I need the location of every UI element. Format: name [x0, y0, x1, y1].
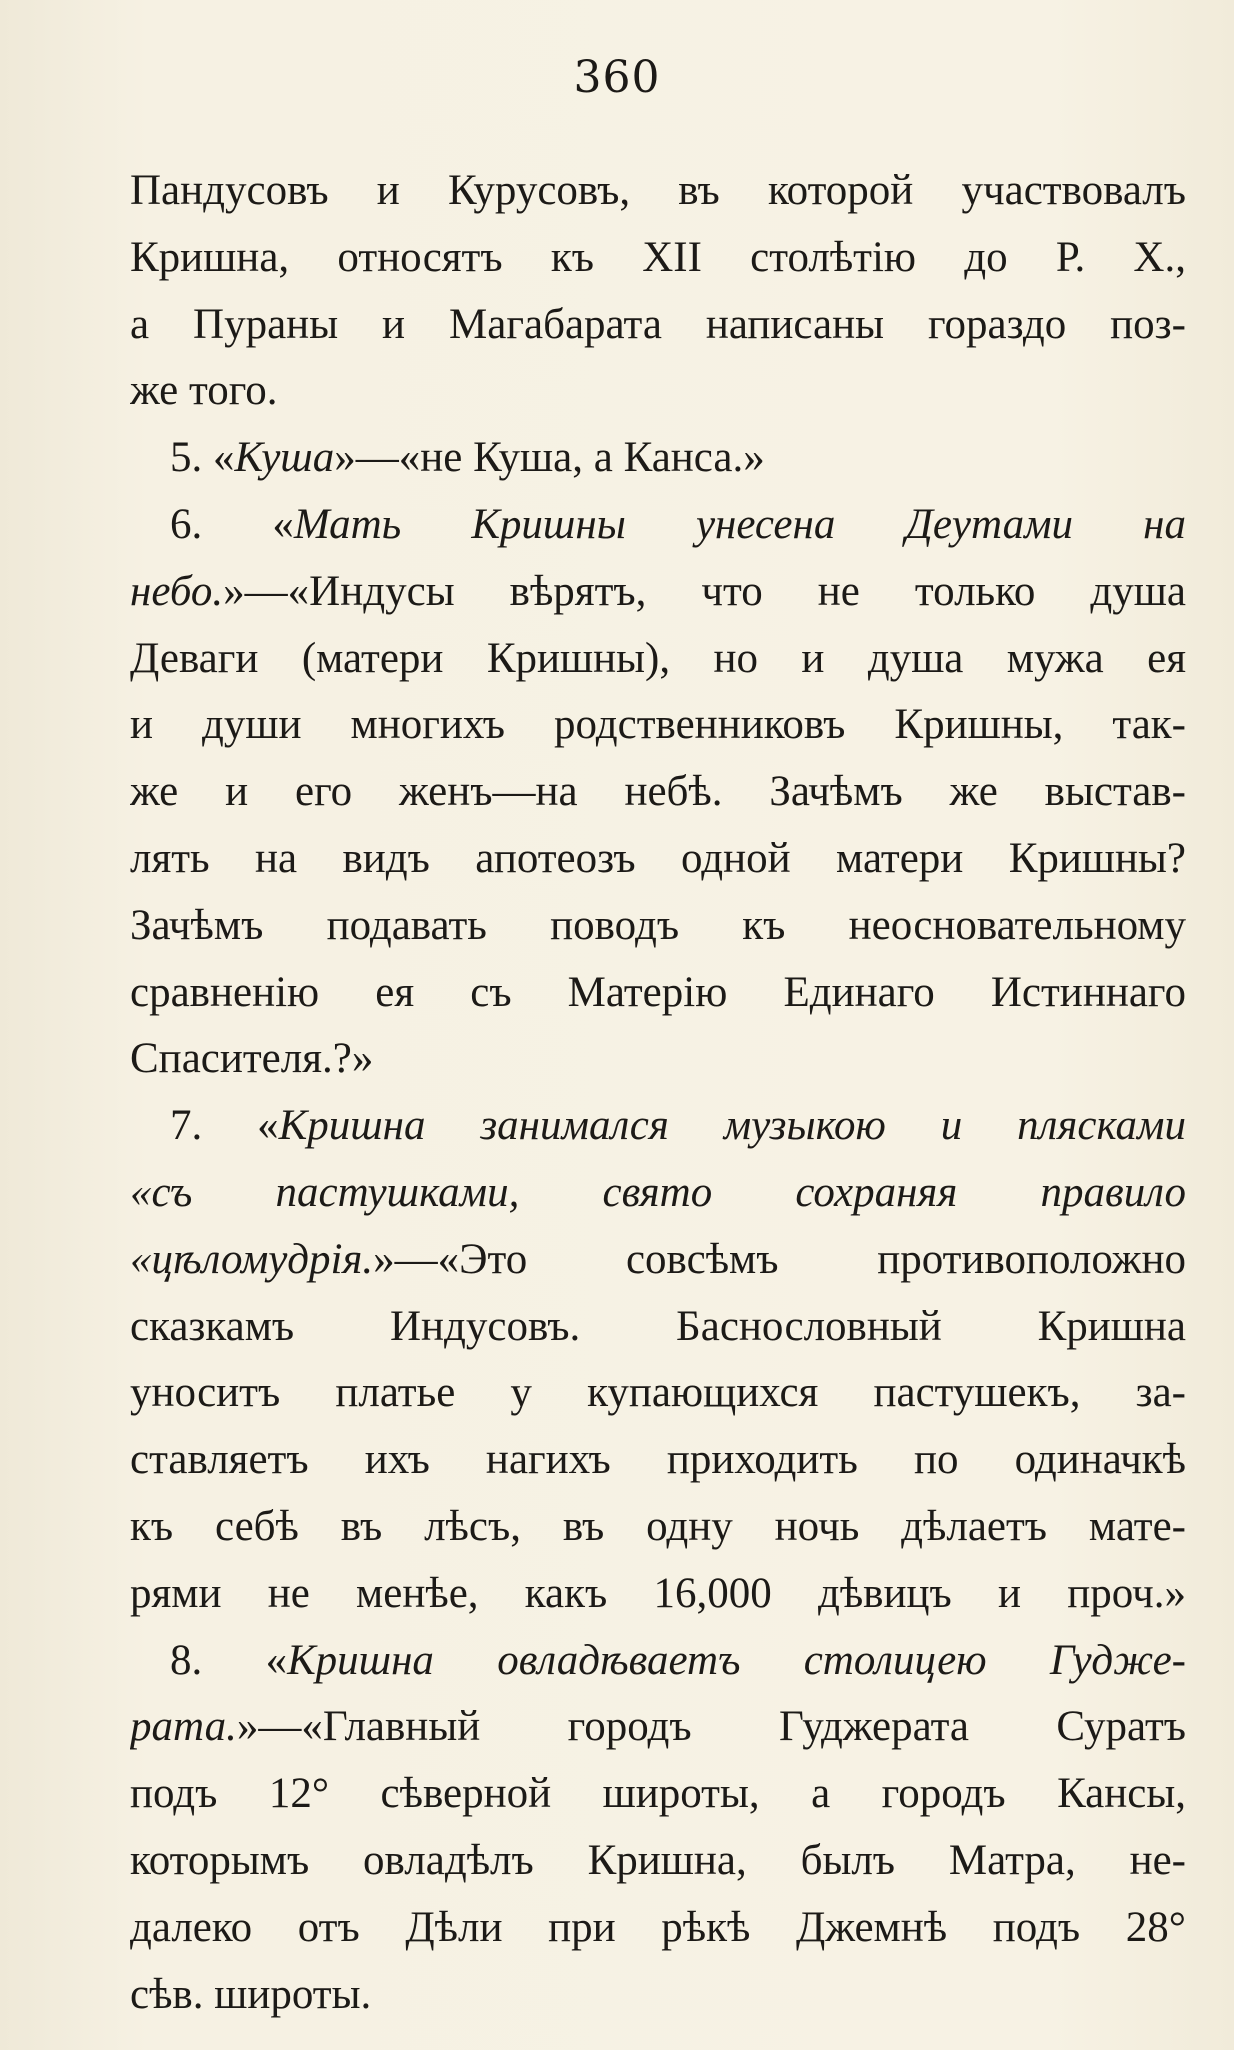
text-segment: ставляетъ ихъ нагихъ приходить по одиначкѣ: [130, 1436, 1186, 1484]
text-segment: Деваги (матери Кришны), но и душа мужа ея: [130, 634, 1186, 682]
text-line: [130, 893, 1186, 960]
text-line: [130, 225, 1186, 292]
text-line: [130, 292, 1186, 359]
text-segment: »—«не Куша, а Канса.»: [334, 434, 765, 482]
text-segment: рями не менѣе, какъ 16,000 дѣвицъ и проч.»: [130, 1569, 1186, 1617]
text-segment: Спасителя.?»: [130, 1035, 374, 1083]
text-line: [130, 1294, 1186, 1361]
page-number: 360: [573, 52, 661, 103]
text-line: [130, 1227, 1186, 1294]
text-line: [130, 358, 1186, 425]
body-text: [130, 158, 1186, 2028]
text-line: [130, 1828, 1186, 1895]
text-line: [130, 626, 1186, 693]
text-segment: сравненію ея съ Матерію Единаго Истиннаго: [130, 968, 1186, 1016]
italic-segment: Кришна занимался музыкою и плясками: [278, 1102, 1186, 1150]
text-line: [130, 1026, 1186, 1093]
text-segment: »—«Главный городъ Гуджерата Суратъ: [236, 1703, 1186, 1751]
italic-segment: «цѣломудрія.: [130, 1235, 374, 1283]
text-segment: а Пураны и Магабарата написаны гораздо поз-: [130, 300, 1186, 348]
text-line: [130, 1628, 1186, 1695]
italic-segment: Мать Кришны унесена Деутами на: [293, 500, 1186, 548]
text-line: [130, 960, 1186, 1027]
text-segment: Зачѣмъ подавать поводъ къ неосновательному: [130, 901, 1186, 949]
text-segment: къ себѣ въ лѣсъ, въ одну ночь дѣлаетъ мате-: [130, 1502, 1186, 1550]
text-segment: далеко отъ Дѣли при рѣкѣ Джемнѣ подъ 28°: [130, 1903, 1186, 1951]
text-segment: 5. «: [170, 434, 235, 482]
text-segment: которымъ овладѣлъ Кришна, былъ Матра, не-: [130, 1836, 1186, 1884]
text-line: [130, 1160, 1186, 1227]
text-segment: же и его женъ—на небѣ. Зачѣмъ же выстав-: [130, 768, 1186, 816]
italic-segment: небо.: [130, 567, 224, 615]
text-segment: и души многихъ родственниковъ Кришны, так-: [130, 701, 1186, 749]
italic-segment: рата.: [130, 1703, 237, 1751]
text-line: [130, 425, 1186, 492]
text-segment: подъ 12° сѣверной широты, а городъ Кансы,: [130, 1770, 1186, 1818]
text-segment: »—«Индусы вѣрятъ, что не только душа: [223, 567, 1186, 615]
text-line: [130, 1093, 1186, 1160]
text-line: [130, 1561, 1186, 1628]
text-segment: Пандусовъ и Курусовъ, въ которой участвовалъ: [130, 167, 1186, 214]
text-segment: Кришна, относятъ къ XII столѣтію до Р. Х.,: [130, 233, 1186, 281]
text-segment: лять на видъ апотеозъ одной матери Кришны?: [130, 834, 1186, 882]
text-line: [130, 759, 1186, 826]
text-segment: сѣв. широты.: [130, 1970, 372, 2018]
text-line: [130, 692, 1186, 759]
text-line: [130, 1360, 1186, 1427]
text-line: [130, 158, 1186, 225]
text-line: [130, 1962, 1186, 2029]
italic-segment: Куша: [234, 434, 335, 482]
text-line: [130, 492, 1186, 559]
text-segment: 7. «: [170, 1102, 279, 1150]
italic-segment: «съ пастушками, свято сохраняя правило: [130, 1168, 1186, 1216]
italic-segment: Кришна овладѣваетъ столицею Гудже-: [287, 1636, 1186, 1684]
text-line: [130, 826, 1186, 893]
text-segment: 6. «: [170, 500, 294, 548]
text-segment: »—«Это совсѣмъ противоположно: [373, 1235, 1186, 1283]
text-line: [130, 1494, 1186, 1561]
text-segment: 8. «: [170, 1636, 288, 1684]
text-segment: же того.: [130, 367, 278, 415]
text-line: [130, 1427, 1186, 1494]
text-line: [130, 1761, 1186, 1828]
text-line: [130, 1694, 1186, 1761]
text-line: [130, 1895, 1186, 1962]
text-line: [130, 559, 1186, 626]
text-segment: уноситъ платье у купающихся пастушекъ, за-: [130, 1369, 1186, 1417]
text-segment: сказкамъ Индусовъ. Баснословный Кришна: [130, 1302, 1186, 1350]
